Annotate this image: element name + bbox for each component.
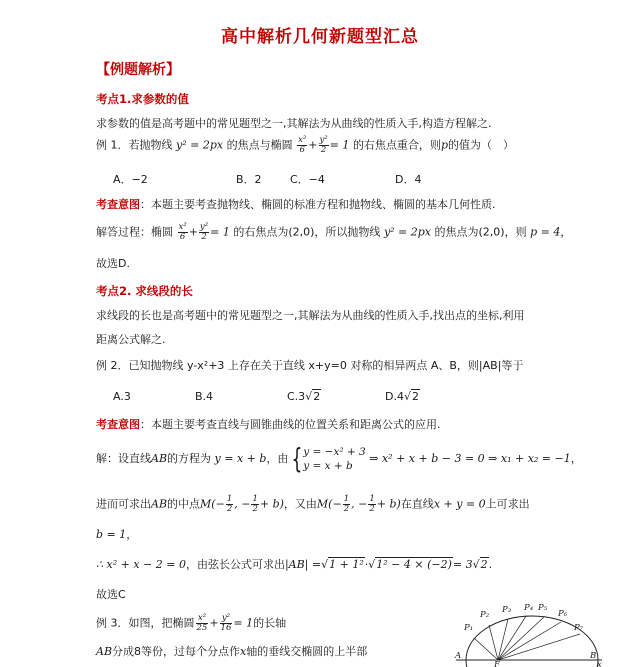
label-p5: P₅	[538, 603, 548, 613]
ex1-plus: +	[308, 138, 318, 152]
label-p1: P₁	[464, 623, 474, 633]
kp2-solution-line3: b = 1，	[96, 528, 138, 541]
sol1-parabola: y² = 2px	[383, 225, 432, 239]
sol1-p: p = 4	[530, 225, 561, 239]
sol1-frac-x: $\frac{\text{x²}}{6}$	[178, 222, 187, 242]
sol1-mid2: 的焦点为(2,0)，则	[434, 225, 527, 239]
kp2-answer: 故选C	[96, 588, 126, 601]
ex1-option-c: C．−4	[290, 173, 325, 186]
equation-system: y = −x² + 3 y = x + b	[303, 446, 366, 472]
ex1-frac-y: $\frac{\text{y²}}{2}$	[319, 135, 328, 155]
ex1-parabola: y² = 2px	[176, 138, 224, 152]
page-title: 高中解析几何新题型汇总	[221, 27, 419, 47]
kp2-solution-line1: 解：设直线AB的方程为 y = x + b，由 { y = −x² + 3 y = x + b ⇒ x² + x + b − 3 = 0 ⇒ x₁ + x₂ = −1，	[96, 442, 582, 475]
label-p6: P₆	[558, 609, 568, 619]
sol1-frac-y: $\frac{\text{y²}}{2}$	[199, 222, 209, 242]
kp2-solution-line2: 进而可求出AB的中点M(− $\frac{1}{2}$ , − $\frac{1}{2}$ + b)，又由M(− $\frac{1}{2}$ , − $\frac{1}{2}$ + b)在直线x + y = 0上可求出	[96, 494, 530, 514]
ex1-p: p	[440, 138, 448, 152]
sol1-label: 解答过程：椭圆	[96, 225, 173, 239]
ex1-tail: 的右焦点重合，则	[352, 138, 441, 152]
ex1-end: 的值为（ ）	[447, 138, 514, 152]
kp2-intent	[96, 418, 441, 432]
kp1-intro: 求参数的值是高考题中的常见题型之一,其解法为从曲线的性质入手,构造方程解之.	[96, 117, 492, 130]
sol1-plus: +	[188, 225, 198, 239]
ex1-option-a: A．−2	[113, 173, 148, 186]
ex1-option-d: D．4	[395, 173, 422, 186]
section-heading: 【例题解析】	[96, 62, 180, 78]
ex2-option-c: C.3√2	[287, 390, 321, 403]
kp2-heading: 考点2. 求线段的长	[96, 284, 193, 298]
sol1-comma: ，	[560, 225, 572, 239]
kp1-intent	[96, 198, 496, 212]
ex1-mid: 的焦点与椭圆	[226, 138, 293, 152]
kp1-intent-label: 考查意图	[96, 198, 140, 211]
ex2-option-a: A.3	[113, 390, 131, 403]
kp1-heading: 考点1.求参数的值	[96, 92, 189, 106]
label-a: A	[455, 651, 462, 661]
kp2-intro-line2: 距离公式解之.	[96, 333, 166, 346]
label-p3: P₃	[502, 605, 512, 615]
label-x: x	[597, 660, 602, 667]
ellipse-figure	[454, 600, 604, 667]
label-p7: P₇	[574, 623, 584, 633]
ex1-eq: = 1	[329, 138, 350, 152]
kp1-intent-text: ：本题主要考查抛物线、椭圆的标准方程和抛物线、椭圆的基本几何性质.	[140, 198, 496, 211]
label-p2: P₂	[480, 610, 490, 620]
kp2-example: 例 2．已知抛物线 y-x²+3 上存在关于直线 x+y=0 对称的相异两点 A、B，则|AB|等于	[96, 359, 524, 372]
ex1-label: 例 1．若抛物线	[96, 138, 173, 152]
ex1-frac-x: $\frac{\text{x²}}{6}$	[298, 135, 307, 155]
ex2-option-b: B.4	[195, 390, 214, 403]
ex3-line1: 例 3．如图，把椭圆 $\frac{\text{x²}}{25}$ + $\frac{\text{y²}}{16}$ = 1的长轴	[96, 613, 287, 633]
kp2-intent-label: 考查意图	[96, 418, 140, 431]
kp2-solution-line4: ∴ x² + x − 2 = 0，由弦长公式可求出|AB| =√1 + 1²·√1² − 4 × (−2)= 3√2.	[96, 558, 493, 571]
ex2-option-d: D.4√2	[385, 390, 419, 403]
kp1-example	[96, 136, 514, 155]
ex3-line2: AB分成8等份，过每个分点作x轴的垂线交椭圆的上半部	[96, 645, 368, 658]
kp1-solution	[96, 223, 571, 242]
sol1-mid: 的右焦点为(2,0)，所以抛物线	[233, 225, 381, 239]
ex1-option-b: B．2	[236, 173, 262, 186]
kp2-intro-line1: 求线段的长也是高考题中的常见题型之一,其解法为从曲线的性质入手,找出点的坐标,利用	[96, 309, 525, 322]
label-b: B	[590, 651, 597, 661]
label-f: F	[494, 660, 500, 667]
sol1-eq: = 1	[210, 225, 230, 239]
label-p4: P₄	[524, 603, 534, 613]
focal-lines	[474, 616, 580, 660]
kp1-answer: 故选D.	[96, 257, 130, 270]
kp2-intent-text: ：本题主要考查直线与圆锥曲线的位置关系和距离公式的应用.	[140, 418, 441, 431]
